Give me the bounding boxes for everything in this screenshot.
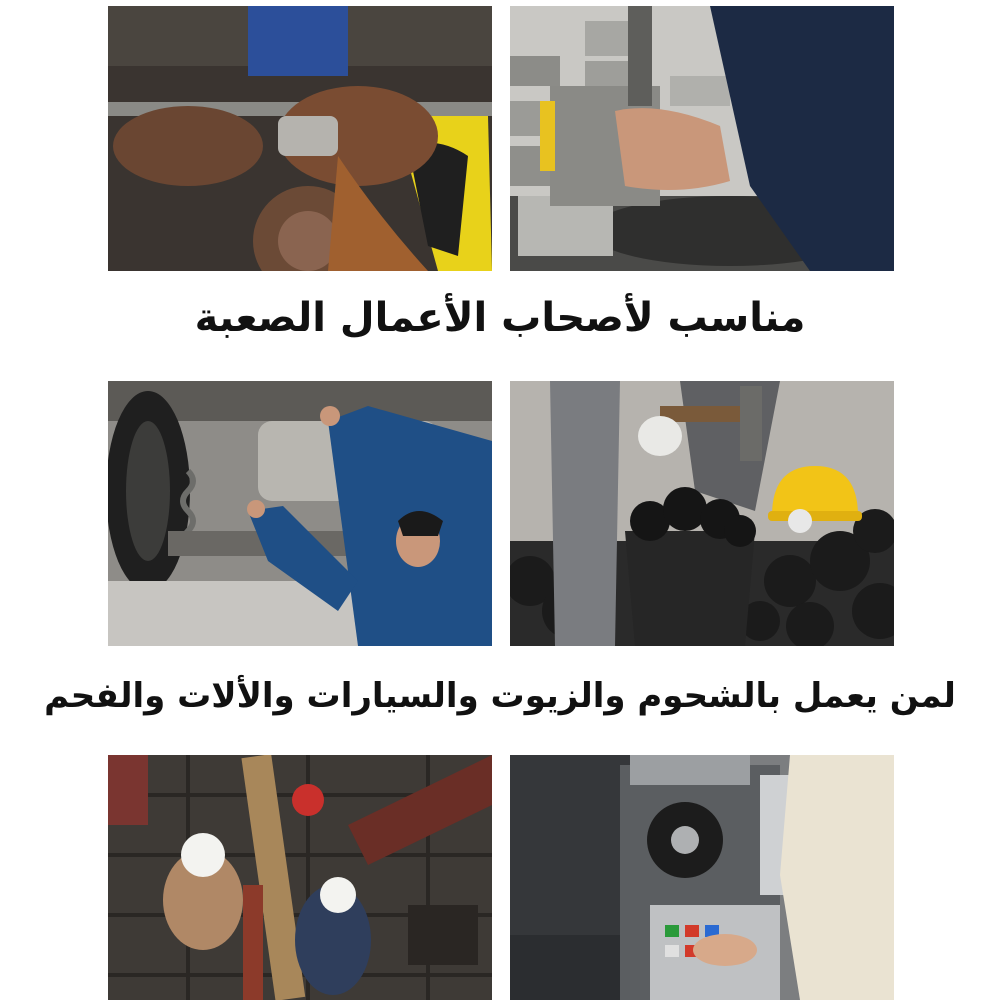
- machine-operator-photo: [510, 755, 894, 1000]
- oil-rig-workers-icon: [108, 755, 492, 1000]
- car-repair-photo: [108, 381, 492, 646]
- metal-machining-icon: [510, 6, 894, 271]
- oil-rig-photo: [108, 755, 492, 1000]
- car-underbody-repair-icon: [108, 381, 492, 646]
- coal-mining-icon: [510, 381, 894, 646]
- mechanic-hands-wrench-photo: [108, 6, 492, 271]
- metal-machining-photo: [510, 6, 894, 271]
- mechanic-hands-wrench-icon: [108, 6, 492, 271]
- headline-target-workers: لمن يعمل بالشحوم والزيوت والسيارات والألات والفحم: [44, 676, 956, 716]
- headline-hard-work: مناسب لأصحاب الأعمال الصعبة: [194, 295, 806, 341]
- industrial-machine-operator-icon: [510, 755, 894, 1000]
- coal-mining-photo: [510, 381, 894, 646]
